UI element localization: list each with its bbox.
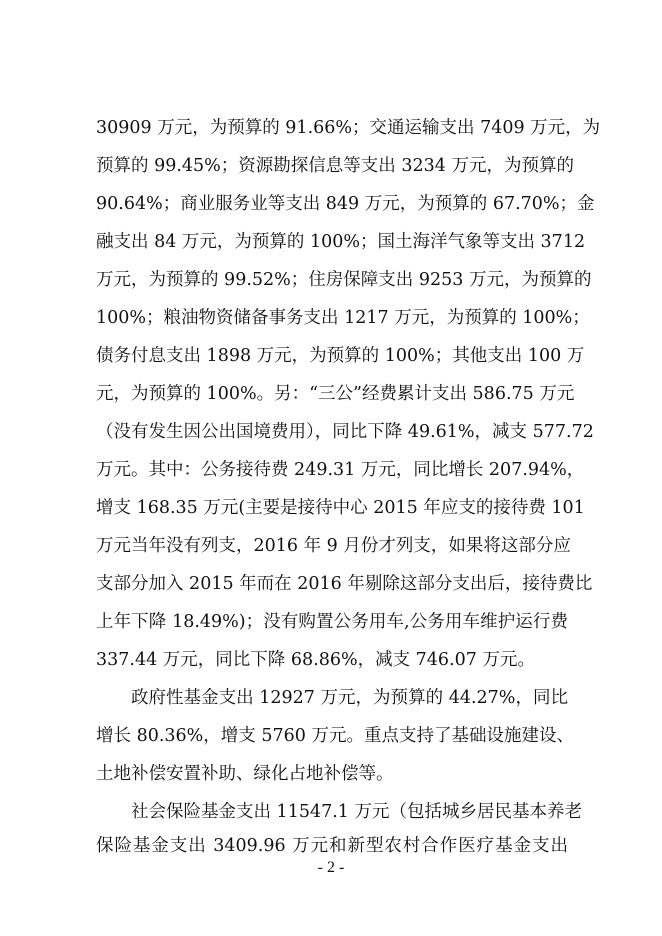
paragraph-line: 增支 168.35 万元(主要是接待中心 2015 年应支的接待费 101	[96, 498, 585, 518]
paragraph-line: 债务付息支出 1898 万元，为预算的 100%；其他支出 100 万	[96, 346, 585, 366]
paragraph-line: 万元。其中：公务接待费 249.31 万元，同比增长 207.94%，	[96, 460, 585, 480]
paragraph-line: 社会保险基金支出 11547.1 万元（包括城乡居民基本养老	[131, 802, 582, 822]
paragraph-line: 土地补偿安置补助、绿化占地补偿等。	[96, 764, 394, 784]
paragraph-line: 上年下降 18.49%)；没有购置公务用车,公务用车维护运行费	[96, 612, 568, 632]
page-number: - 2 -	[317, 859, 345, 876]
paragraph-line: 预算的 99.45%；资源勘探信息等支出 3234 万元，为预算的	[96, 156, 574, 176]
paragraph-line: 100%；粮油物资储备事务支出 1217 万元，为预算的 100%；	[96, 308, 590, 328]
paragraph-line: （没有发生因公出国境费用），同比下降 49.61%，减支 577.72	[96, 422, 594, 442]
paragraph-line: 增长 80.36%，增支 5760 万元。重点支持了基础设施建设、	[96, 726, 574, 746]
paragraph-line: 337.44 万元，同比下降 68.86%，减支 746.07 万元。	[96, 650, 535, 670]
paragraph-line: 90.64%；商业服务业等支出 849 万元，为预算的 67.70%；金	[96, 194, 595, 214]
paragraph-line: 30909 万元，为预算的 91.66%；交通运输支出 7409 万元，为	[96, 118, 601, 138]
paragraph-line: 万元，为预算的 99.52%；住房保障支出 9253 万元，为预算的	[96, 270, 592, 290]
paragraph-line: 融支出 84 万元，为预算的 100%；国土海洋气象等支出 3712	[96, 232, 586, 252]
paragraph-line: 元，为预算的 100%。另：“三公”经费累计支出 586.75 万元	[96, 384, 575, 404]
paragraph-line: 万元当年没有列支，2016 年 9 月份才列支，如果将这部分应	[96, 536, 571, 556]
paragraph-line: 保险基金支出 3409.96 万元和新型农村合作医疗基金支出	[96, 836, 568, 856]
paragraph-line: 政府性基金支出 12927 万元，为预算的 44.27%，同比	[131, 688, 568, 708]
paragraph-line: 支部分加入 2015 年而在 2016 年剔除这部分支出后，接待费比	[96, 574, 593, 594]
